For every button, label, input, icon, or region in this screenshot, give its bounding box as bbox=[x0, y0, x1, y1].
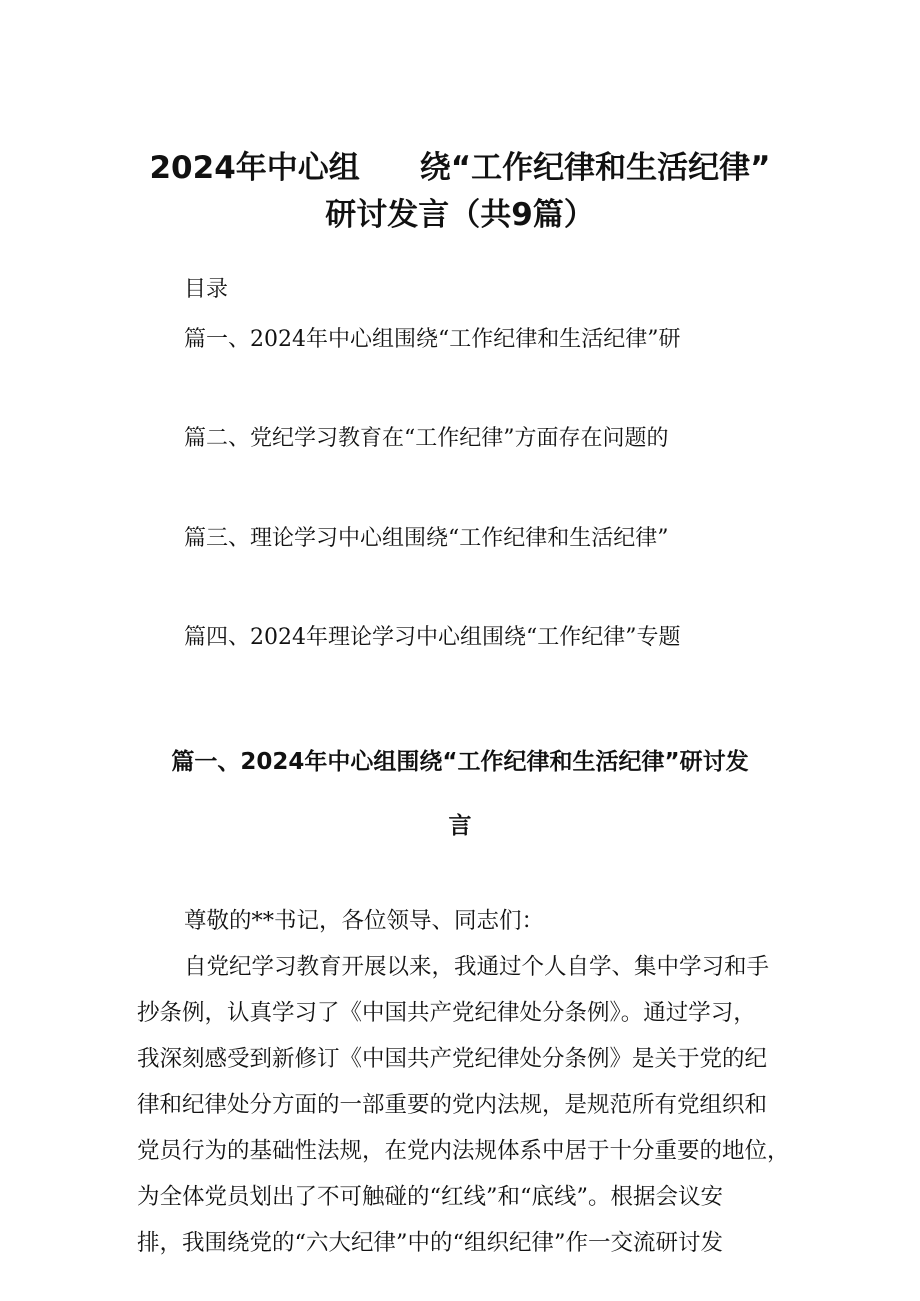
paragraph-line: 党员行为的基础性法规，在党内法规体系中居于十分重要的地位， bbox=[137, 1138, 790, 1164]
section-title-line-2: 言 bbox=[448, 813, 472, 839]
section-title-line-1: 篇一、2024年中心组围绕“工作纪律和生活纪律”研讨发 bbox=[171, 749, 749, 775]
title-part-1: 2024年中心组 bbox=[149, 150, 360, 186]
title-part-2: 绕“工作纪律和生活纪律” bbox=[419, 150, 771, 186]
toc-item-4[interactable]: 篇四、2024年理论学习中心组围绕“工作纪律”专题 bbox=[184, 625, 681, 650]
toc-heading: 目录 bbox=[184, 277, 229, 302]
paragraph-line: 为全体党员划出了不可触碰的“红线”和“底线”。根据会议安 bbox=[137, 1184, 724, 1210]
paragraph-line: 自党纪学习教育开展以来，我通过个人自学、集中学习和手 bbox=[184, 954, 770, 980]
document-title-line-1 bbox=[0, 148, 920, 188]
toc-item-2[interactable]: 篇二、党纪学习教育在“工作纪律”方面存在问题的 bbox=[184, 426, 669, 451]
toc-item-1[interactable]: 篇一、2024年中心组围绕“工作纪律和生活纪律”研 bbox=[184, 327, 681, 352]
paragraph-line: 排，我围绕党的“六大纪律”中的“组织纪律”作一交流研讨发 bbox=[137, 1230, 724, 1256]
document-title-line-2: 研讨发言（共9篇） bbox=[325, 197, 595, 233]
paragraph-line: 我深刻感受到新修订《中国共产党纪律处分条例》是关于党的纪 bbox=[137, 1046, 768, 1072]
salutation: 尊敬的**书记，各位领导、同志们： bbox=[184, 908, 545, 934]
toc-item-3[interactable]: 篇三、理论学习中心组围绕“工作纪律和生活纪律” bbox=[184, 526, 669, 551]
paragraph-line: 律和纪律处分方面的一部重要的党内法规，是规范所有党组织和 bbox=[137, 1092, 768, 1118]
paragraph-line: 抄条例，认真学习了《中国共产党纪律处分条例》。通过学习， bbox=[137, 1000, 756, 1026]
